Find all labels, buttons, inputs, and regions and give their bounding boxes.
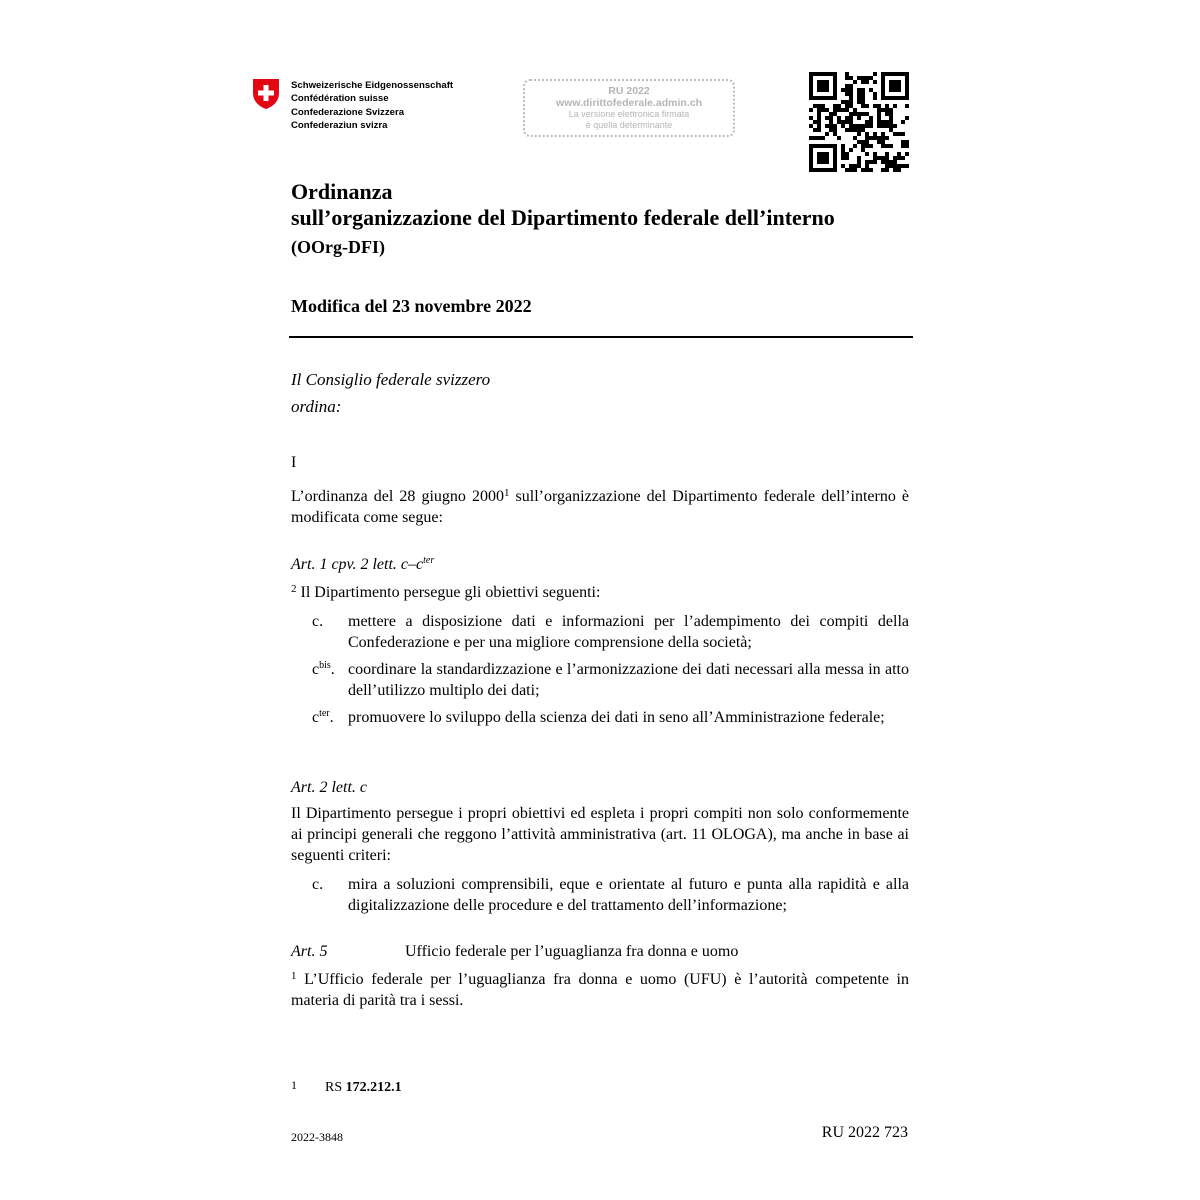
intro-text-before: L’ordinanza del 28 giugno 2000 (291, 488, 504, 505)
title-line-1: Ordinanza (291, 179, 393, 204)
preamble-authority: Il Consiglio federale svizzero (291, 370, 491, 389)
confederation-name-de: Schweizerische Eidgenossenschaft (291, 80, 454, 91)
stamp-website: www.dirittofederale.admin.ch (555, 97, 703, 109)
stamp-note-line1: La versione elettronica firmata (568, 109, 690, 119)
art1-paragraph-text: Il Dipartimento persegue gli obiettivi seguenti: (296, 584, 601, 601)
art1-heading-text: Art. 1 cpv. 2 lett. c–c (291, 556, 424, 573)
section-numeral: I (291, 454, 297, 471)
title-abbreviation: (OOrg-DFI) (291, 237, 385, 257)
confederation-name-fr: Confédération suisse (291, 93, 389, 105)
art1-heading-sup: ter (423, 555, 435, 566)
qr-code-icon (809, 72, 909, 172)
art2-item-c-text: mira a soluzioni comprensibili, eque e orientate al futuro e punta alla rapidità e alla digitalizzazione delle procedure e del trattamento dell’informazione; (348, 876, 909, 914)
art2-item-c-label: c. (312, 876, 324, 893)
art1-item-cter-letter: c (312, 709, 320, 726)
art1-item-cter-sup: ter (319, 708, 330, 719)
art1-item-cbis-letter: c (312, 661, 320, 678)
art5-paragraph (291, 969, 909, 1011)
art1-item-cter-label (312, 707, 334, 728)
document-id: 2022-3848 (291, 1130, 343, 1144)
swiss-emblem (252, 78, 280, 110)
art1-paragraph-number: 2 (291, 583, 297, 595)
art1-item-cter-dot: . (329, 709, 334, 726)
footnote-number: 1 (291, 1078, 297, 1092)
art1-item-cbis-text: coordinare la standardizzazione e l’armonizzazione dei dati necessari alla messa in atto dell’utilizzo multiplo dei dati; (348, 661, 909, 699)
confederation-name-it: Confederazione Svizzera (291, 106, 405, 118)
official-publication-stamp (523, 79, 735, 137)
art5-title: Ufficio federale per l’uguaglianza fra donna e uomo (405, 943, 739, 960)
art1-heading (291, 554, 434, 575)
title-divider (289, 336, 913, 338)
art5-paragraph-text: L’Ufficio federale per l’uguaglianza fra donna e uomo (UFU) è l’autorità competente in materia di parità tra i sessi. (291, 971, 909, 1009)
art1-item-cbis-label (312, 659, 335, 680)
amendment-date: Modifica del 23 novembre 2022 (291, 296, 532, 316)
confederation-names (291, 79, 453, 133)
preamble-verb: ordina: (291, 397, 342, 416)
art1-item-c-text: mettere a disposizione dati e informazioni per l’adempimento dei compiti della Confederazione e per una migliore comprensione della società; (348, 613, 909, 651)
art5-heading: Art. 5 (291, 943, 328, 960)
footnote-ref-1[interactable]: 1 (503, 487, 510, 499)
art2-heading: Art. 2 lett. c (291, 779, 367, 796)
art1-item-cter-text: promuovere lo sviluppo della scienza dei dati in seno all’Amministrazione federale; (348, 709, 885, 726)
art1-item-cbis-dot: . (330, 661, 335, 678)
qr-code[interactable] (809, 72, 909, 172)
title-line-2: sull’organizzazione del Dipartimento federale dell’interno (291, 205, 835, 230)
stamp-note-line2: è quella determinante (585, 120, 673, 130)
intro-text-after: sull’organizzazione del Dipartimento federale dell’interno è modificata come segue: (291, 488, 909, 526)
page-reference: RU 2022 723 (821, 1124, 908, 1141)
stamp-collection: RU 2022 (608, 85, 650, 97)
document-title (291, 179, 835, 231)
art1-item-cbis-sup: bis (319, 660, 331, 671)
art2-paragraph: Il Dipartimento persegue i propri obiettivi ed espleta i propri compiti non solo conformemente ai principi generali che reggono l’attività amministrativa (art. 11 OLOGA), ma anche in base ai seguenti criteri: (291, 805, 909, 864)
art5-paragraph-number: 1 (291, 970, 297, 982)
footnote-text (325, 1080, 402, 1096)
art1-item-c-label: c. (312, 613, 324, 630)
footnote-prefix: RS (325, 1080, 346, 1095)
confederation-name-rm: Confederaziun svizra (291, 120, 388, 132)
art1-paragraph (291, 582, 600, 603)
intro-paragraph (291, 486, 909, 528)
swiss-cross-icon (252, 78, 280, 110)
footnote-sr-number[interactable]: 172.212.1 (345, 1080, 402, 1095)
